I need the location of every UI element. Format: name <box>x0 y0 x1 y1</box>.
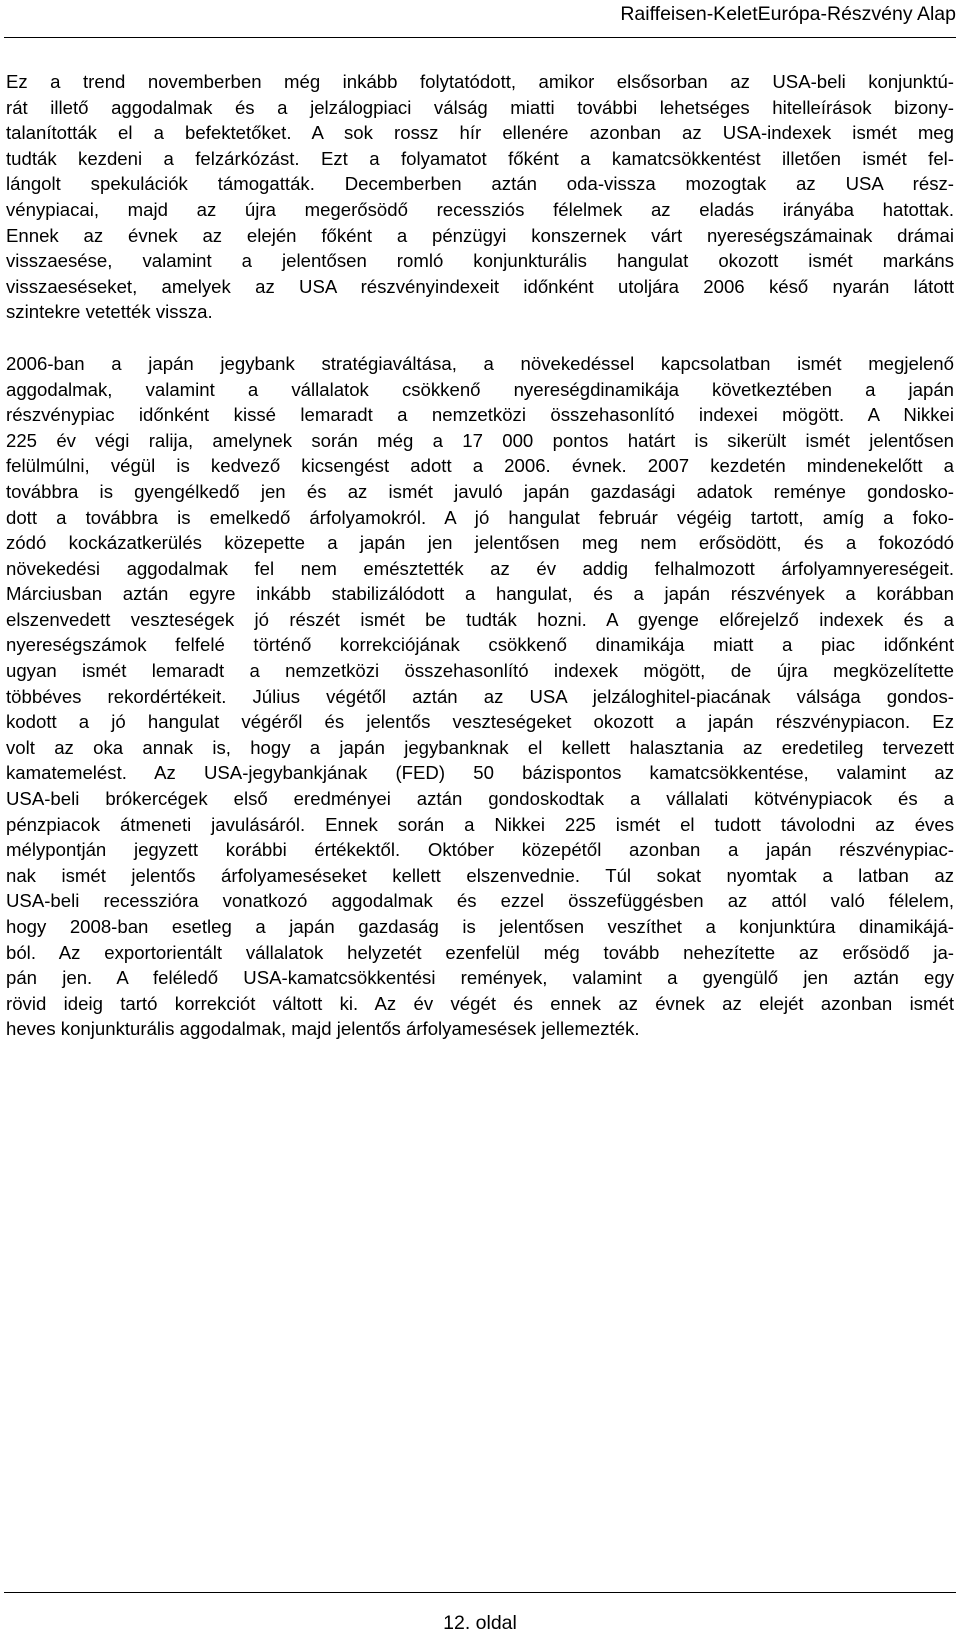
text-line: többéves rekordértékeit. Július végétől aztán az USA jelzáloghitel-piacának válsága gondos- <box>6 685 954 707</box>
text-line: továbbra is gyengélkedő jen és az ismét javuló japán gazdasági adatok reménye gondosko- <box>6 480 954 502</box>
text-line: részvénypiac időnként kissé lemaradt a nemzetközi összehasonlító indexei mögött. A Nikkei <box>6 404 954 426</box>
text-line: aggodalmak, valamint a vállalatok csökkenő nyereségdinamikája következtében a japán <box>6 378 954 400</box>
paragraph-us-market <box>6 69 954 325</box>
text-line: rövid ideig tartó korrekciót váltott ki. Az év végét és ennek az évnek az elejét azonban ismét <box>6 992 954 1014</box>
text-line: USA-beli recesszióra vonatkozó aggodalmak és ezzel összefüggésben az attól való félelem, <box>6 890 954 912</box>
text-line: Ennek az évnek az elején főként a pénzügyi konszernek várt nyereségszámainak drámai <box>6 224 954 246</box>
text-line: USA-beli brókercégek első eredményei aztán gondoskodtak a vállalati kötvénypiacok és a <box>6 788 954 810</box>
text-line: kodott a jó hangulat végéről és jelentős veszteségeket okozott a japán részvénypiacon. Ez <box>6 711 954 733</box>
paragraph-japan-market <box>6 351 954 1042</box>
text-line: ból. Az exportorientált vállalatok helyzetét ezenfelül még tovább nehezítette az erősödő ja- <box>6 941 954 963</box>
text-line: nak ismét jelentős árfolyameséseket kellett elszenvednie. Túl sokat nyomtak a latban az <box>6 864 954 886</box>
text-line: Márciusban aztán egyre inkább stabilizálódott a hangulat, és a japán részvények a korábban <box>6 583 954 605</box>
footer-divider <box>4 1592 956 1593</box>
text-line: növekedési aggodalmak fel nem emésztették az év addig felhalmozott árfolyamnyereségeit. <box>6 557 954 579</box>
text-line: tudták kezdeni a felzárkózást. Ezt a folyamatot főként a kamatcsökkentést illetően ismét fel- <box>6 147 954 169</box>
text-line: pán jen. A feléledő USA-kamatcsökkentési remények, valamint a gyengülő jen aztán egy <box>6 967 954 989</box>
text-line: visszaeséseket, amelyek az USA részvényindexeit időnként utoljára 2006 késő nyarán látott <box>6 275 954 297</box>
running-header-title: Raiffeisen-KeletEurópa-Részvény Alap <box>620 3 956 25</box>
text-line: rát illető aggodalmak és a jelzálogpiaci válság miatti további lehetséges hitelleírások bizony- <box>6 96 954 118</box>
text-line: ugyan ismét lemaradt a nemzetközi összehasonlító indexek mögött, de újra megközelítette <box>6 660 954 682</box>
text-line: heves konjunkturális aggodalmak, majd jelentős árfolyamesések jellemezték. <box>6 1018 640 1040</box>
text-line: nyereségszámok felfelé történő korrekciójának csökkenő dinamikája miatt a piac időnként <box>6 634 954 656</box>
text-line: 225 év végi ralija, amelynek során még a 17 000 pontos határt is sikerült ismét jelentősen <box>6 429 954 451</box>
document-body <box>6 69 954 1042</box>
text-line: lángolt spekulációk támogatták. Decemberben aztán oda-vissza mozogtak az USA rész- <box>6 173 954 195</box>
text-line: Ez a trend novemberben még inkább folytatódott, amikor elsősorban az USA-beli konjunktú- <box>6 71 954 92</box>
paragraph-spacer <box>6 325 954 351</box>
text-line: szintekre vetették vissza. <box>6 301 213 323</box>
text-line: kamatemelést. Az USA-jegybankjának (FED) 50 bázispontos kamatcsökkentése, valamint az <box>6 762 954 784</box>
text-line: zódó kockázatkerülés közepette a japán jen jelentősen meg nem erősödött, és a fokozódó <box>6 532 954 554</box>
text-line: talanították el a befektetőket. A sok rossz hír ellenére azonban az USA-indexek ismét meg <box>6 122 954 144</box>
text-line: volt az oka annak is, hogy a japán jegybanknak el kellett halasztania az eredetileg tervezett <box>6 736 954 758</box>
header-divider <box>4 37 956 38</box>
text-line: dott a továbbra is emelkedő árfolyamokról. A jó hangulat február végéig tartott, amíg a foko- <box>6 506 954 528</box>
text-line: hogy 2008-ban esetleg a japán gazdaság is jelentősen veszíthet a konjunktúra dinamikájá- <box>6 916 954 937</box>
text-line: 2006-ban a japán jegybank stratégiaváltása, a növekedéssel kapcsolatban ismét megjelenő <box>6 352 954 374</box>
text-line: pénzpiacok átmeneti javulásáról. Ennek során a Nikkei 225 ismét el tudott távolodni az éves <box>6 813 954 835</box>
text-line: elszenvedett veszteségek jó részét ismét be tudták hozni. A gyenge előrejelző indexek és a <box>6 608 954 630</box>
page-number: 12. oldal <box>443 1612 517 1634</box>
text-line: felülmúlni, végül is kedvező kicsengést adott a 2006. évnek. 2007 kezdetén mindenekelőtt a <box>6 455 954 477</box>
text-line: visszaesése, valamint a jelentősen romló konjunkturális hangulat okozott ismét markáns <box>6 250 954 272</box>
text-line: mélypontján jegyzett korábbi értékektől. Október közepétől azonban a japán részvénypiac- <box>6 839 954 861</box>
text-line: vénypiacai, majd az újra megerősödő recessziós félelmek az eladás irányába hatottak. <box>6 198 954 220</box>
